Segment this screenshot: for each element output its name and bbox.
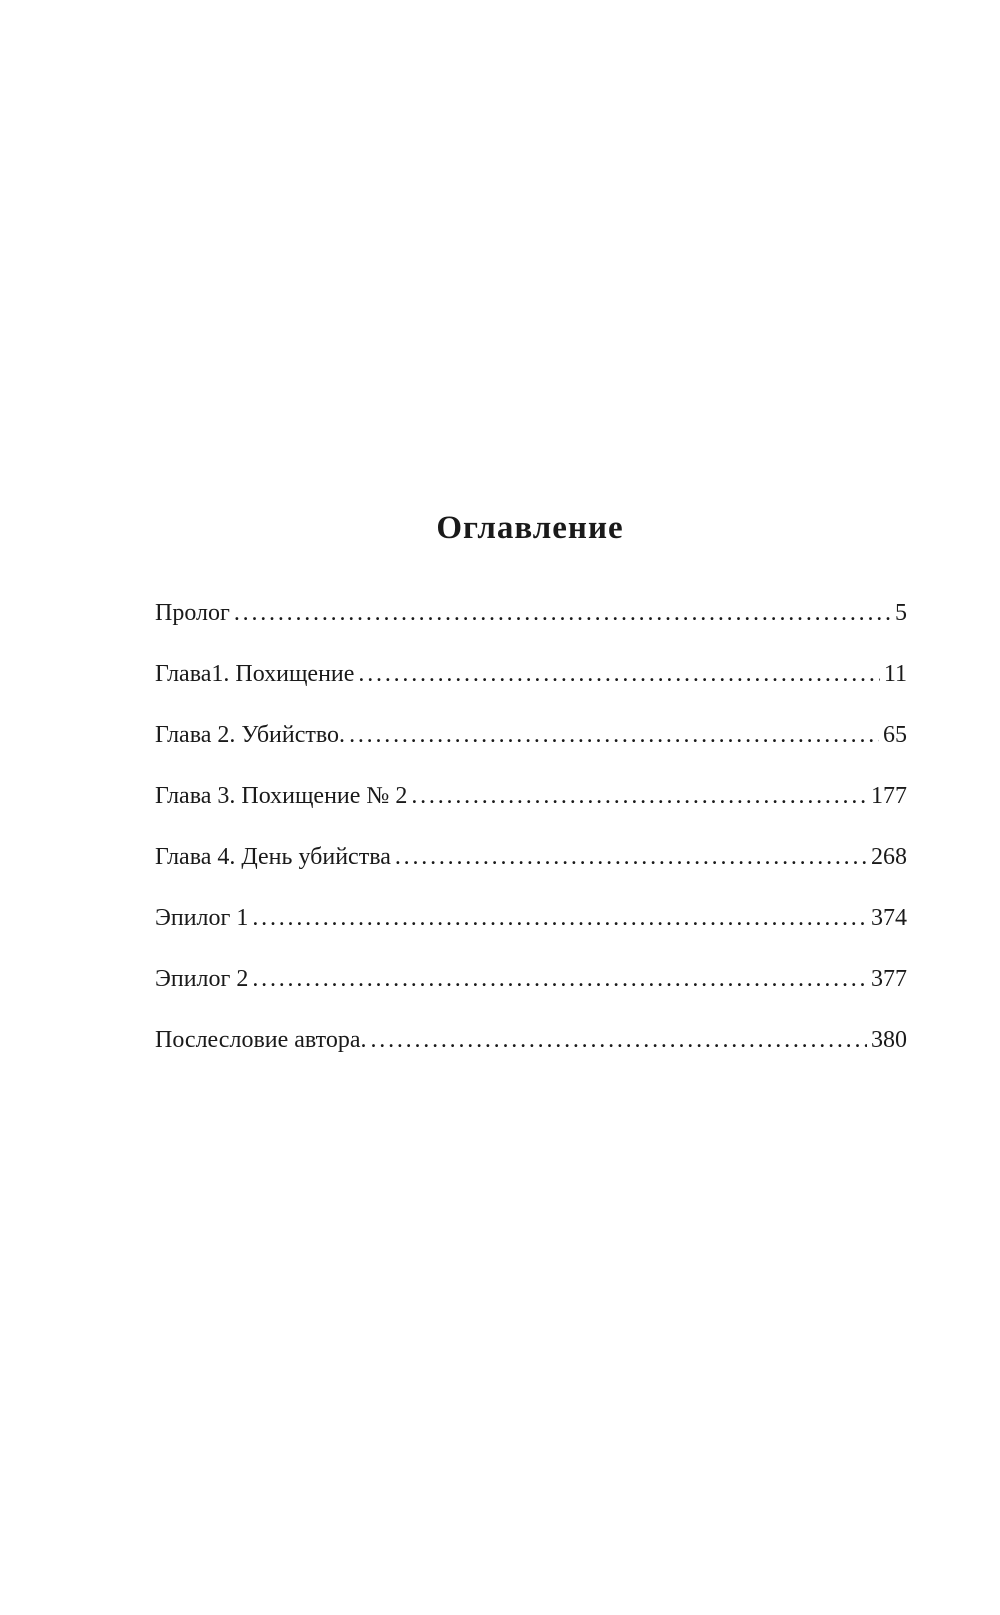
toc-entry-page: 377 bbox=[871, 966, 907, 992]
toc-entry-page: 268 bbox=[871, 844, 907, 870]
toc-list bbox=[155, 598, 907, 1086]
toc-entry bbox=[155, 659, 907, 720]
toc-entry-label: Эпилог 2 bbox=[155, 966, 249, 992]
toc-dot-leader bbox=[252, 903, 867, 933]
toc-entry-page: 374 bbox=[871, 905, 907, 931]
toc-entry bbox=[155, 1025, 907, 1086]
toc-entry bbox=[155, 598, 907, 659]
toc-dot-leader bbox=[349, 720, 879, 750]
toc-dot-leader bbox=[395, 842, 867, 872]
toc-entry-label: Пролог bbox=[155, 600, 230, 626]
toc-entry bbox=[155, 903, 907, 964]
toc-entry-label: Глава 3. Похищение № 2 bbox=[155, 783, 408, 809]
toc-entry-label: Глава 2. Убийство. bbox=[155, 722, 346, 748]
toc-entry bbox=[155, 781, 907, 842]
toc-dot-leader bbox=[358, 659, 879, 689]
toc-dot-leader bbox=[370, 1025, 867, 1055]
toc-entry-label: Глава1. Похищение bbox=[155, 661, 355, 687]
toc-entry-label: Эпилог 1 bbox=[155, 905, 249, 931]
toc-entry-page: 65 bbox=[883, 722, 907, 748]
toc-dot-leader bbox=[234, 598, 891, 628]
toc-entry bbox=[155, 964, 907, 1025]
toc-entry bbox=[155, 842, 907, 903]
toc-title: Оглавление bbox=[436, 510, 624, 546]
toc-entry-page: 177 bbox=[871, 783, 907, 809]
toc-entry-page: 11 bbox=[883, 661, 907, 687]
toc-entry-page: 380 bbox=[871, 1027, 907, 1053]
toc-entry-page: 5 bbox=[895, 600, 907, 626]
toc-entry bbox=[155, 720, 907, 781]
toc-entry-label: Послесловие автора. bbox=[155, 1027, 367, 1053]
toc-dot-leader bbox=[252, 964, 867, 994]
toc-entry-label: Глава 4. День убийства bbox=[155, 844, 391, 870]
toc-dot-leader bbox=[411, 781, 867, 811]
